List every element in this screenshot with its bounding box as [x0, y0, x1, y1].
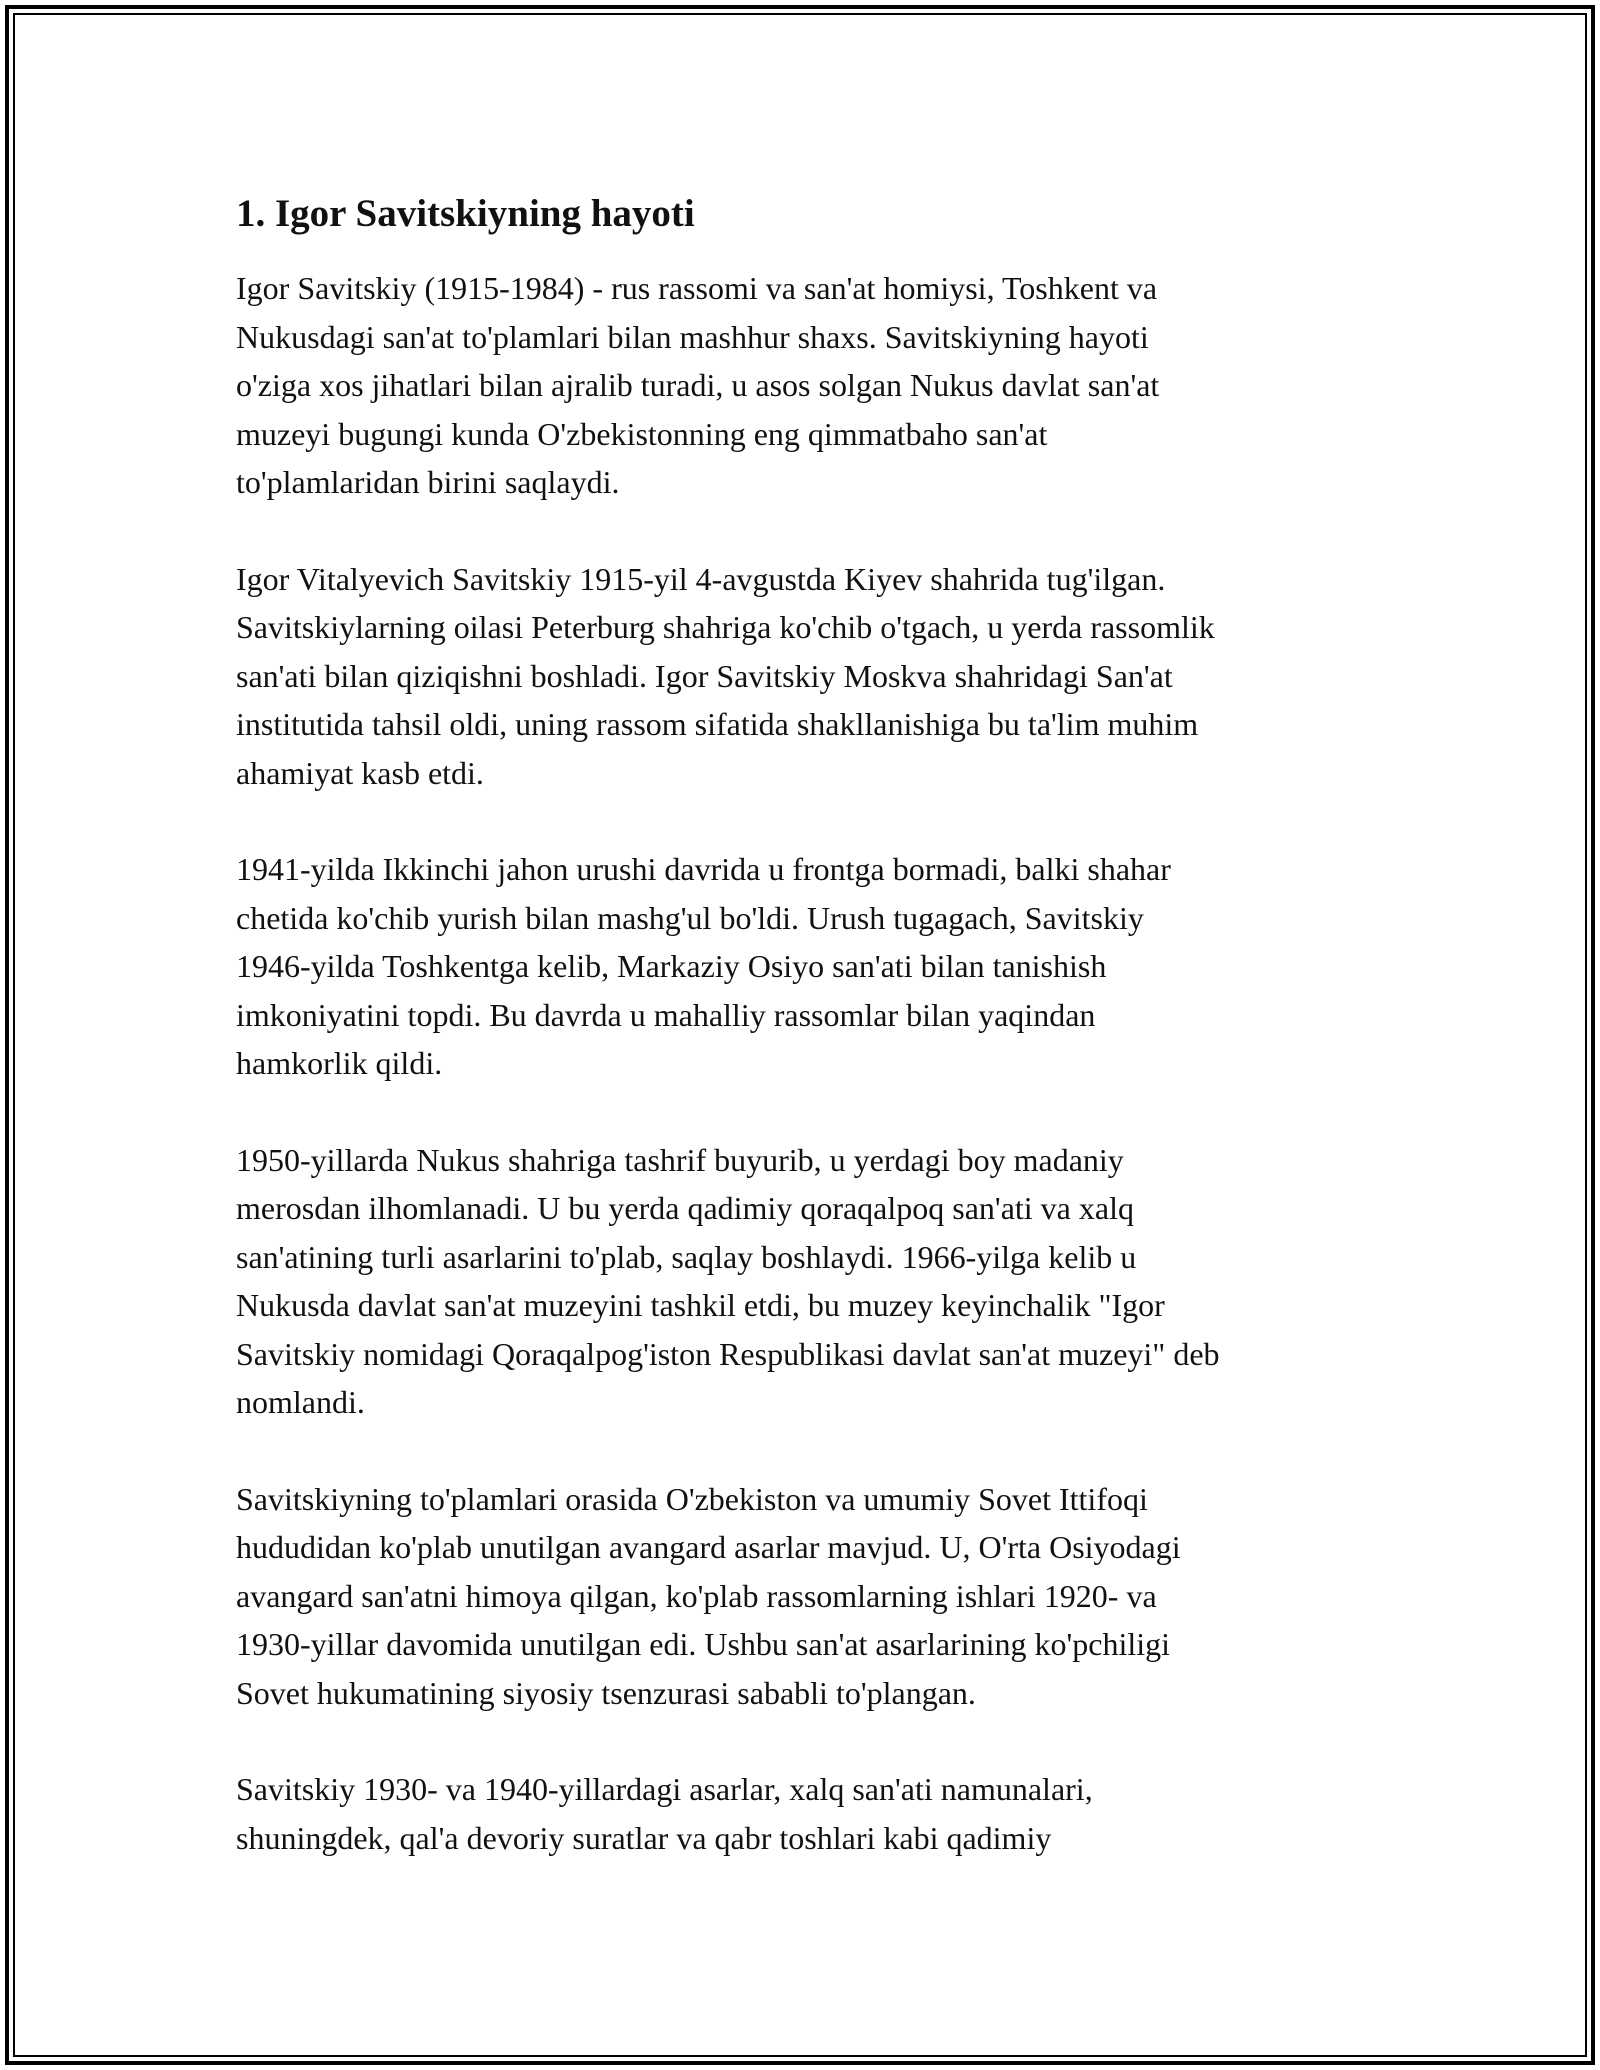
paragraph-line: 1950-yillarda Nukus shahriga tashrif buyurib, u yerdagi boy madaniy — [236, 1141, 1124, 1178]
paragraph-line: Savitskiy 1930- va 1940-yillardagi asarlar, xalq san'ati namunalari, — [236, 1771, 1093, 1807]
body-paragraph — [236, 1475, 1376, 1718]
paragraph-line: hududidan ko'plab unutilgan avangard asarlar mavjud. U, O'rta Osiyodagi — [236, 1529, 1181, 1565]
paragraph-line: san'atining turli asarlarini to'plab, saqlay boshlaydi. 1966-yilga kelib u — [236, 1238, 1137, 1275]
paragraph-line: imkoniyatini topdi. Bu davrda u mahalliy rassomlar bilan yaqindan — [236, 996, 1096, 1033]
paragraph-line: san'ati bilan qiziqishni boshladi. Igor Savitskiy Moskva shahridagi San'at — [236, 657, 1173, 694]
paragraph-line: muzeyi bugungi kunda O'zbekistonning eng qimmatbaho san'at — [236, 415, 1048, 452]
paragraph-line: to'plamlaridan birini saqlaydi. — [236, 464, 620, 500]
paragraph-line: o'ziga xos jihatlari bilan ajralib turadi, u asos solgan Nukus davlat san'at — [236, 367, 1160, 403]
paragraph-line: Igor Savitskiy (1915-1984) - rus rassomi va san'at homiysi, Toshkent va — [236, 270, 1158, 306]
body-paragraph — [236, 1765, 1376, 1862]
paragraph-line: avangard san'atni himoya qilgan, ko'plab rassomlarning ishlari 1920- va — [236, 1577, 1157, 1614]
body-paragraph — [236, 845, 1376, 1088]
paragraph-line: 1941-yilda Ikkinchi jahon urushi davrida u frontga bormadi, balki shahar — [236, 851, 1171, 887]
paragraph-line: shuningdek, qal'a devoriy suratlar va qabr toshlari kabi qadimiy — [236, 1819, 1052, 1856]
paragraph-list — [236, 264, 1376, 1862]
paragraph-line: ahamiyat kasb etdi. — [236, 754, 484, 791]
section-heading: 1. Igor Savitskiyning hayoti — [236, 192, 695, 235]
paragraph-line: Savitskiylarning oilasi Peterburg shahriga ko'chib o'tgach, u yerda rassomlik — [236, 609, 1215, 645]
paragraph-line: merosdan ilhomlanadi. U bu yerda qadimiy qoraqalpoq san'ati va xalq — [236, 1190, 1134, 1226]
body-paragraph — [236, 1136, 1376, 1427]
paragraph-line: Savitskiyning to'plamlari orasida O'zbekiston va umumiy Sovet Ittifoqi — [236, 1480, 1148, 1517]
body-paragraph — [236, 264, 1376, 507]
paragraph-line: 1930-yillar davomida unutilgan edi. Ushbu san'at asarlarining ko'pchiligi — [236, 1626, 1170, 1662]
document-body — [236, 186, 1376, 1910]
paragraph-line: Igor Vitalyevich Savitskiy 1915-yil 4-avgustda Kiyev shahrida tug'ilgan. — [236, 560, 1166, 597]
paragraph-line: Nukusda davlat san'at muzeyini tashkil etdi, bu muzey keyinchalik "Igor — [236, 1287, 1165, 1323]
paragraph-line: nomlandi. — [236, 1384, 365, 1420]
paragraph-line: hamkorlik qildi. — [236, 1045, 443, 1081]
paragraph-line: Savitskiy nomidagi Qoraqalpog'iston Respublikasi davlat san'at muzeyi" deb — [236, 1335, 1220, 1372]
paragraph-line: institutida tahsil oldi, uning rassom sifatida shakllanishiga bu ta'lim muhim — [236, 706, 1199, 742]
body-paragraph — [236, 555, 1376, 798]
paragraph-line: Nukusdagi san'at to'plamlari bilan mashhur shaxs. Savitskiyning hayoti — [236, 318, 1149, 355]
paragraph-line: Sovet hukumatining siyosiy tsenzurasi sababli to'plangan. — [236, 1674, 976, 1711]
paragraph-line: chetida ko'chib yurish bilan mashg'ul bo'ldi. Urush tugagach, Savitskiy — [236, 899, 1144, 936]
paragraph-line: 1946-yilda Toshkentga kelib, Markaziy Osiyo san'ati bilan tanishish — [236, 948, 1107, 984]
